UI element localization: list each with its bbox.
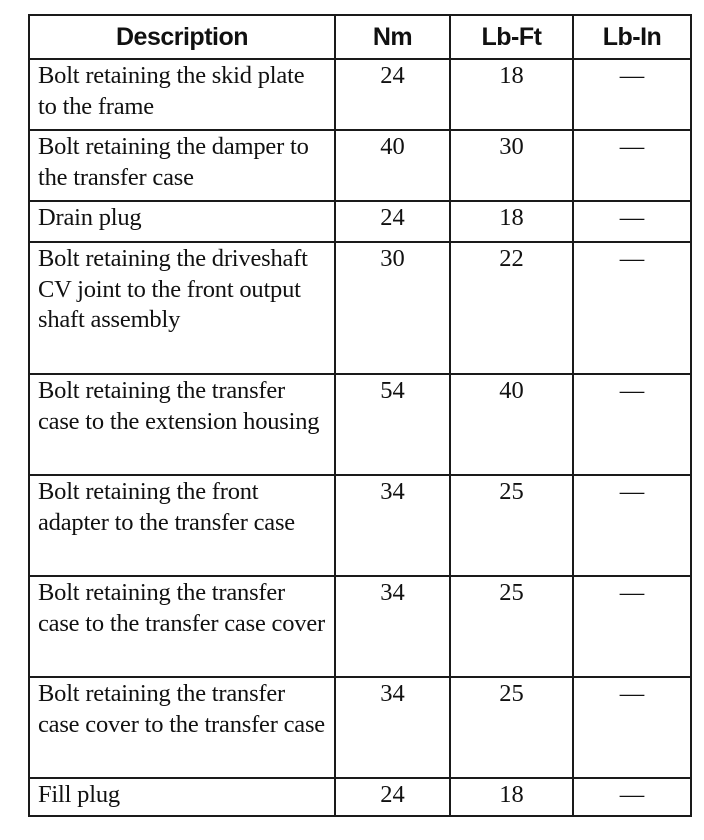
description-cell: Bolt retaining the transfer case to the transfer case cover <box>29 576 335 677</box>
nm-cell: 54 <box>335 374 450 475</box>
table-header-row <box>29 15 691 59</box>
table-row <box>29 242 691 374</box>
table-row <box>29 130 691 201</box>
description-cell: Bolt retaining the skid plate to the frame <box>29 59 335 130</box>
nm-cell: 24 <box>335 201 450 242</box>
lbft-cell: 18 <box>450 778 573 816</box>
lbin-cell: — <box>573 778 691 816</box>
lbft-cell: 18 <box>450 59 573 130</box>
lbin-cell: — <box>573 576 691 677</box>
column-header-lbft: Lb-Ft <box>450 15 573 59</box>
lbft-cell: 30 <box>450 130 573 201</box>
lbft-cell: 25 <box>450 475 573 576</box>
table-row <box>29 677 691 778</box>
lbft-cell: 25 <box>450 576 573 677</box>
lbin-cell: — <box>573 59 691 130</box>
table-row <box>29 374 691 475</box>
lbft-cell: 25 <box>450 677 573 778</box>
description-cell: Drain plug <box>29 201 335 242</box>
lbin-cell: — <box>573 677 691 778</box>
nm-cell: 34 <box>335 576 450 677</box>
lbin-cell: — <box>573 130 691 201</box>
lbin-cell: — <box>573 242 691 374</box>
table-row <box>29 475 691 576</box>
column-header-nm: Nm <box>335 15 450 59</box>
lbin-cell: — <box>573 475 691 576</box>
column-header-description: Description <box>29 15 335 59</box>
nm-cell: 24 <box>335 778 450 816</box>
description-cell: Bolt retaining the driveshaft CV joint to the front output shaft assembly <box>29 242 335 374</box>
description-cell: Fill plug <box>29 778 335 816</box>
table-row <box>29 201 691 242</box>
lbin-cell: — <box>573 374 691 475</box>
nm-cell: 40 <box>335 130 450 201</box>
lbin-cell: — <box>573 201 691 242</box>
torque-specification-table <box>28 14 692 817</box>
lbft-cell: 18 <box>450 201 573 242</box>
table-row <box>29 59 691 130</box>
nm-cell: 34 <box>335 677 450 778</box>
column-header-lbin: Lb-In <box>573 15 691 59</box>
description-cell: Bolt retaining the transfer case cover to the transfer case <box>29 677 335 778</box>
lbft-cell: 22 <box>450 242 573 374</box>
table-row <box>29 576 691 677</box>
nm-cell: 24 <box>335 59 450 130</box>
lbft-cell: 40 <box>450 374 573 475</box>
description-cell: Bolt retaining the transfer case to the extension housing <box>29 374 335 475</box>
description-cell: Bolt retaining the front adapter to the transfer case <box>29 475 335 576</box>
description-cell: Bolt retaining the damper to the transfer case <box>29 130 335 201</box>
table-row <box>29 778 691 816</box>
nm-cell: 30 <box>335 242 450 374</box>
nm-cell: 34 <box>335 475 450 576</box>
